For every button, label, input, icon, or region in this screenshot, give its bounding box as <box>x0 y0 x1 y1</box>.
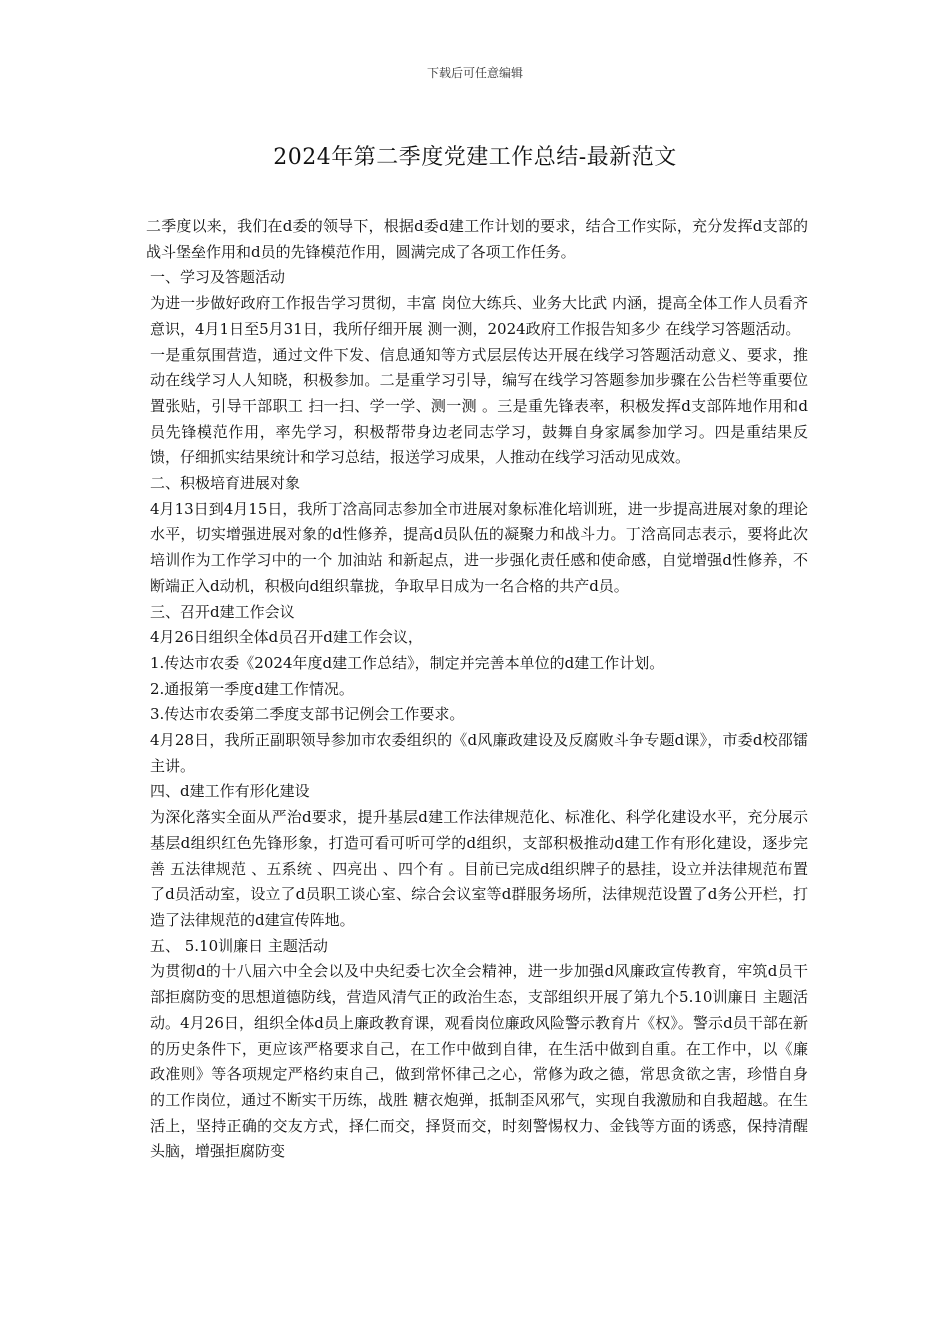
section-heading-meeting: 三、召开d建工作会议 <box>150 602 295 621</box>
body-paragraph: 4月26日组织全体d员召开d建工作会议， <box>150 628 423 647</box>
section-heading-cultivate: 二、积极培育进展对象 <box>150 474 301 493</box>
body-paragraph: 4月28日，我所正副职领导参加市农委组织的《d风廉政建设及反腐败斗争专题d课》，市委d校邵镭主讲。 <box>150 731 808 775</box>
intro-paragraph: 二季度以来，我们在d委的领导下，根据d委d建工作计划的要求，结合工作实际，充分发挥d支部的战斗堡垒作用和d员的先锋模范作用，圆满完成了各项工作任务。 <box>146 217 808 261</box>
section-heading-tangible: 四、d建工作有形化建设 <box>150 782 310 801</box>
list-item: 3.传达市农委第二季度支部书记例会工作要求。 <box>150 705 465 724</box>
body-paragraph: 一是重氛围营造，通过文件下发、信息通知等方式层层传达开展在线学习答题活动意义、要求，推动在线学习人人知晓，积极参加。二是重学习引导，编写在线学习答题参加步骤在公告栏等重要位置张贴，引导干部职工 扫一扫、学一学、测一测 。三是重先锋表率，积极发挥d支部阵地作用和d员先锋模范作用，率先学习，积极帮带身边老同志学习，鼓舞自身家属参加学习。四是重结果反馈，仔细抓实结果统计和学习总结，报送学习成果，人推动在线学习活动见成效。 <box>150 345 808 467</box>
body-paragraph: 4月13日到4月15日，我所丁浛高同志参加全市进展对象标准化培训班，进一步提高进展对象的理论水平，切实增强进展对象的d性修养，提高d员队伍的凝聚力和战斗力。丁浛高同志表示，要将此次培训作为工作学习中的一个 加油站 和新起点，进一步强化责任感和使命感，自觉增强d性修养，不断端正入d动机，积极向d组织靠拢，争取早日成为一名合格的共产d员。 <box>150 499 808 595</box>
body-paragraph: 为贯彻d的十八届六中全会以及中央纪委七次全会精神，进一步加强d风廉政宣传教育，牢筑d员干部拒腐防变的思想道德防线，营造风清气正的政治生态，支部组织开展了第九个5.10训廉日 主题活动。4月26日，组织全体d员上廉政教育课，观看岗位廉政风险警示教育片《权》。警示d员干部在新的历史条件下，更应该严格要求自己，在工作中做到自律，在生活中做到自重。在工作中，以《廉政准则》等各项规定严格约束自己，做到常怀律己之心，常修为政之德，常思贪欲之害，珍惜自身的工作岗位，通过不断实干历练，战胜 糖衣炮弹，抵制歪风邪气，实现自我激励和自我超越。在生活上，坚持正确的交友方式，择仁而交，择贤而交，时刻警惕权力、金钱等方面的诱惑，保持清醒头脑，增强拒腐防变 <box>150 962 808 1161</box>
list-item: 1.传达市农委《2024年度d建工作总结》，制定并完善本单位的d建工作计划。 <box>150 653 665 672</box>
section-heading-study: 一、学习及答题活动 <box>150 268 286 287</box>
list-item: 2.通报第一季度d建工作情况。 <box>150 679 354 698</box>
section-heading-integrity-day: 五、 5.10训廉日 主题活动 <box>150 936 328 955</box>
body-paragraph: 为进一步做好政府工作报告学习贯彻，丰富 岗位大练兵、业务大比武 内涵，提高全体工作人员看齐意识，4月1日至5月31日，我所仔细开展 测一测，2024政府工作报告知多少 在线学习答题活动。 <box>150 294 808 338</box>
document-title: 2024年第二季度党建工作总结-最新范文 <box>273 145 677 170</box>
page-header-note: 下载后可任意编辑 <box>426 66 523 80</box>
body-paragraph: 为深化落实全面从严治d要求，提升基层d建工作法律规范化、标准化、科学化建设水平，充分展示基层d组织红色先锋形象，打造可看可听可学的d组织，支部积极推动d建工作有形化建设，逐步完善 五法律规范 、五系统 、四亮出 、四个有 。目前已完成d组织牌子的悬挂，设立并法律规范布置了d员活动室，设立了d员职工谈心室、综合会议室等d群服务场所，法律规范设置了d务公开栏，打造了法律规范的d建宣传阵地。 <box>150 808 808 929</box>
document-body <box>146 214 808 1165</box>
